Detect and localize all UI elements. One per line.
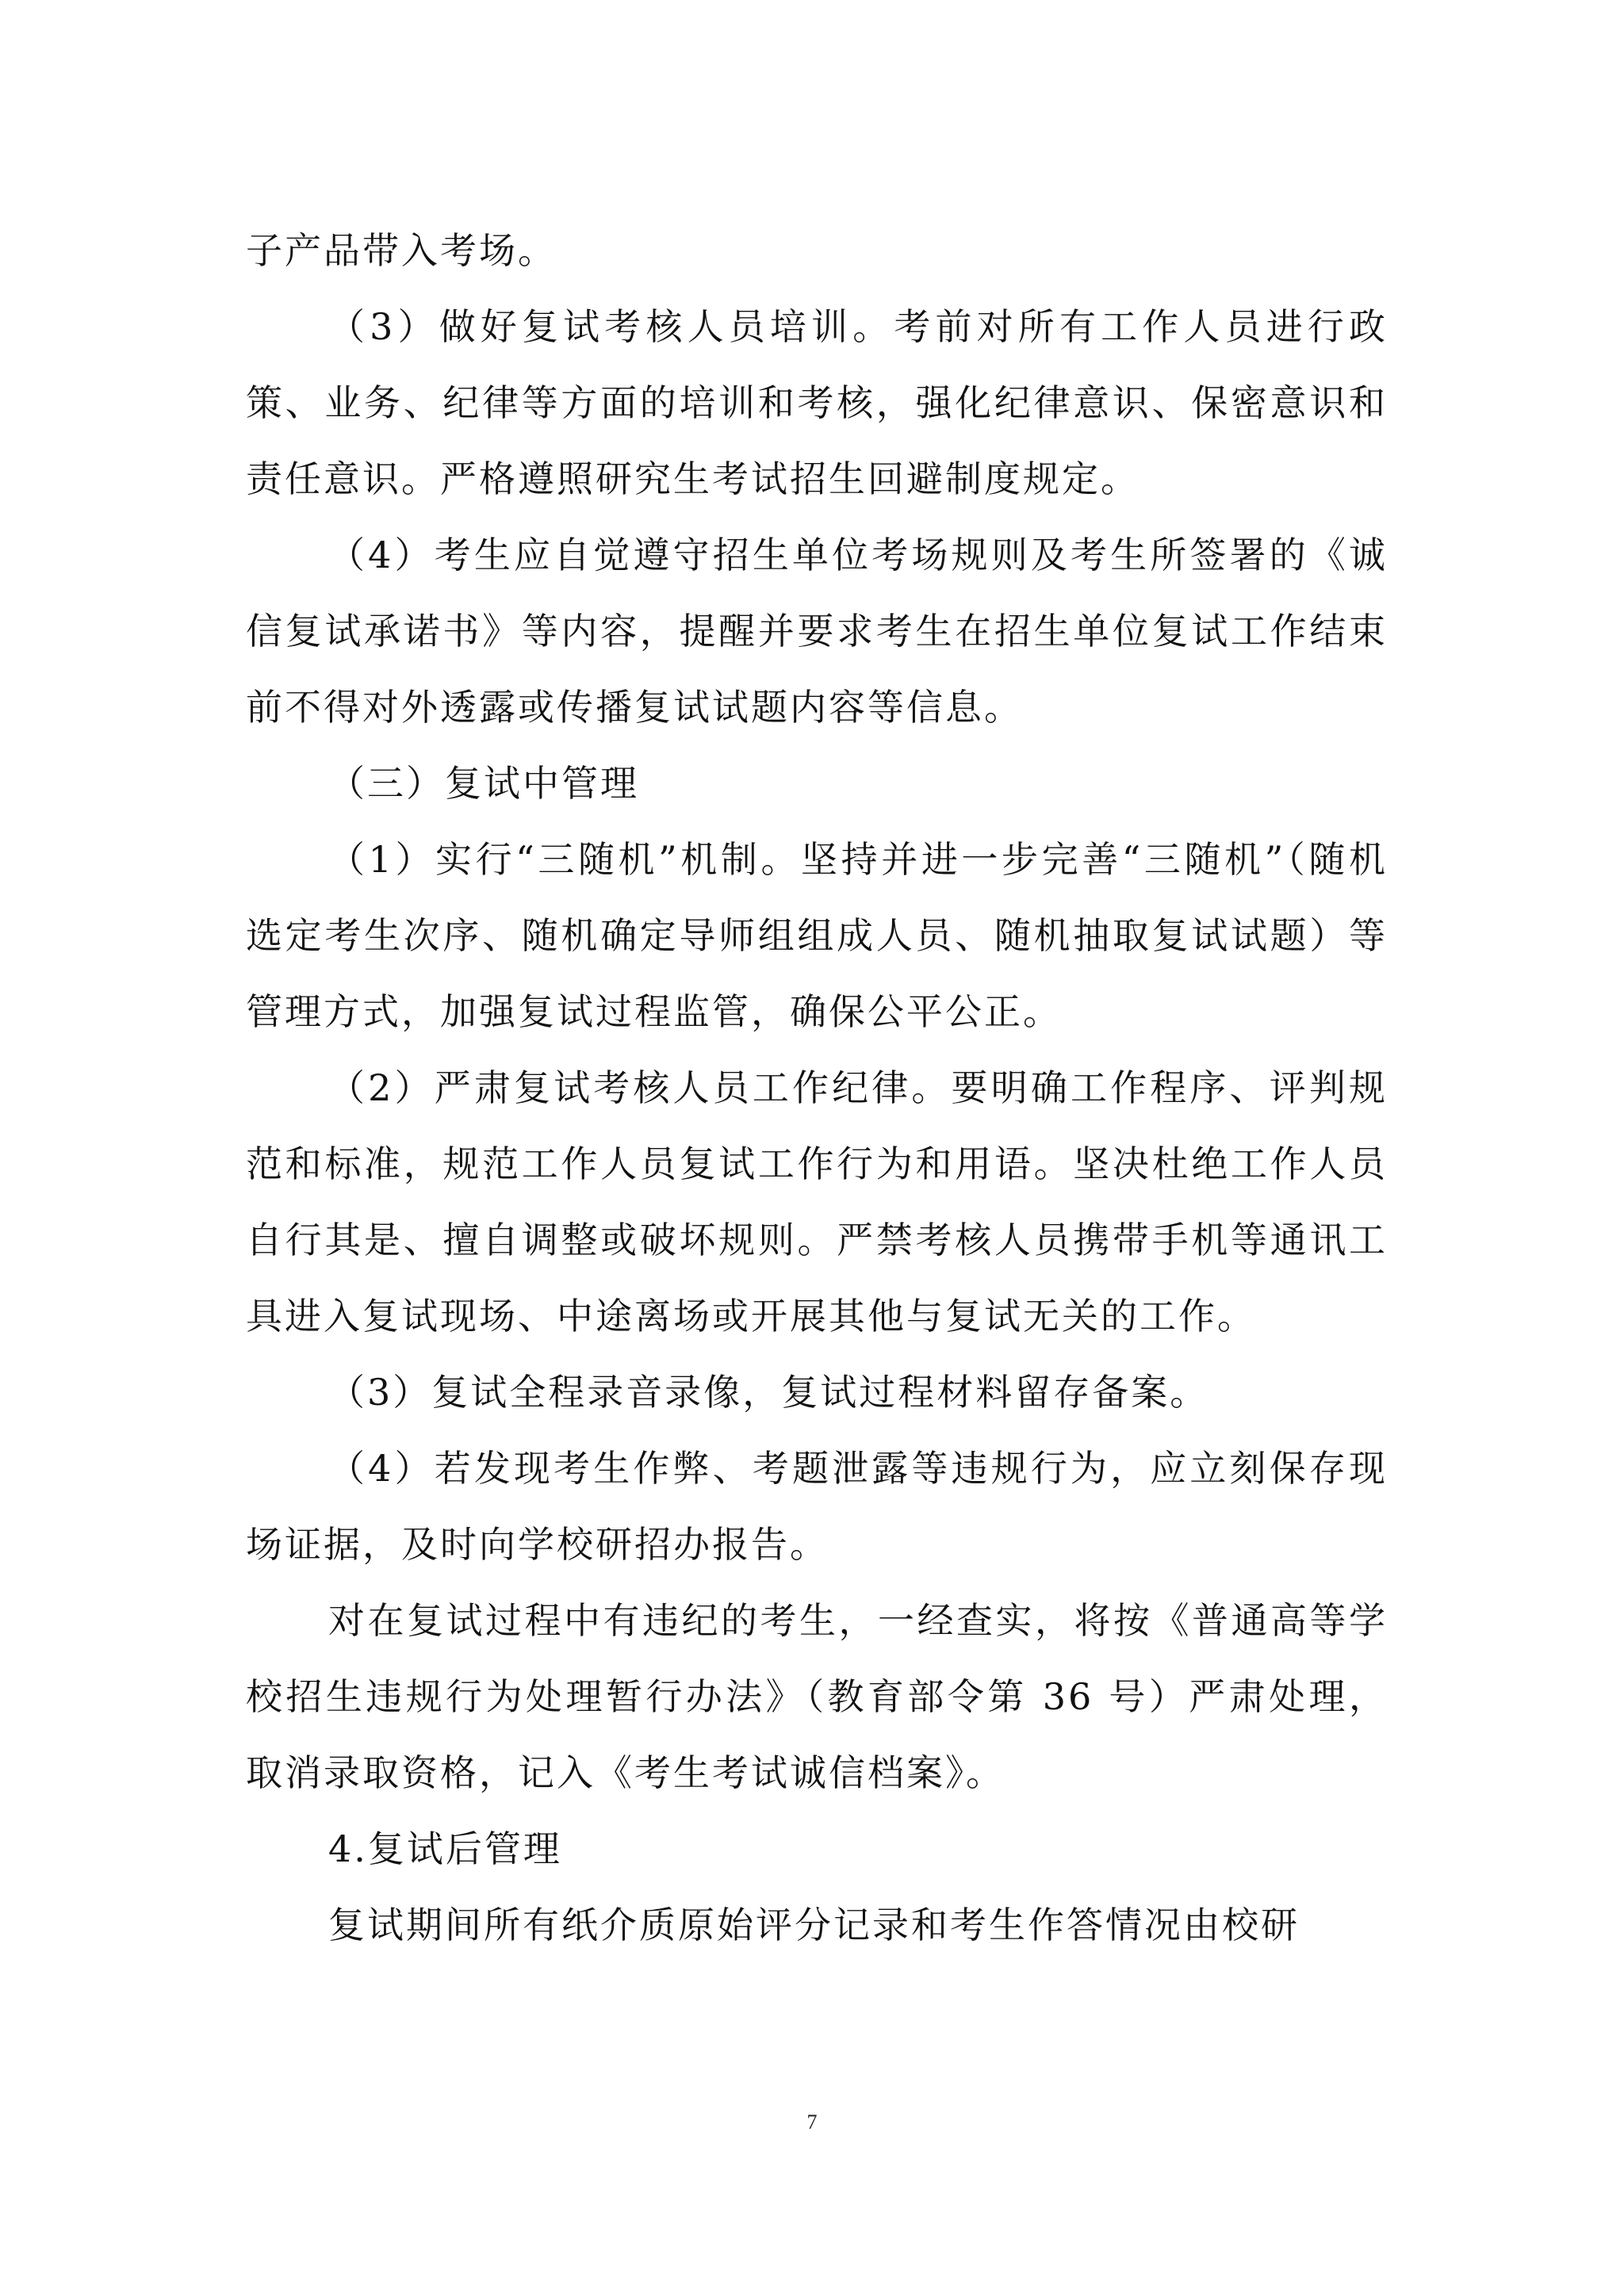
paragraph-item-1-three-random: （1）实行“三随机”机制。坚持并进一步完善“三随机”（随机选定考生次序、随机确定导师组组成人员、随机抽取复试试题）等管理方式，加强复试过程监管，确保公平公正。 — [246, 838, 1388, 1033]
paragraph-item-3-recording: （3）复试全程录音录像，复试过程材料留存备案。 — [328, 1371, 1209, 1414]
section-heading-after-retest: 4.复试后管理 — [328, 1827, 562, 1870]
paragraph-continuation: 子产品带入考场。 — [246, 229, 557, 272]
section-heading-during-retest: （三）复试中管理 — [328, 762, 639, 805]
paragraph-after-retest-records: 复试期间所有纸介质原始评分记录和考生作答情况由校研 — [328, 1904, 1300, 1946]
paragraph-item-4-candidate-rules: （4）考生应自觉遵守招生单位考场规则及考生所签署的《诚信复试承诺书》等内容，提醒并要求考生在招生单位复试工作结束前不得对外透露或传播复试试题内容等信息。 — [246, 534, 1388, 729]
document-body — [246, 212, 1388, 1963]
page-number: 7 — [806, 2110, 818, 2133]
paragraph-penalty: 对在复试过程中有违纪的考生，一经查实，将按《普通高等学校招生违规行为处理暂行办法》（教育部令第 36 号）严肃处理，取消录取资格，记入《考生考试诚信档案》。 — [246, 1599, 1388, 1794]
paragraph-item-2-discipline: （2）严肃复试考核人员工作纪律。要明确工作程序、评判规范和标准，规范工作人员复试工作行为和用语。坚决杜绝工作人员自行其是、擅自调整或破坏规则。严禁考核人员携带手机等通讯工具进入复试现场、中途离场或开展其他与复试无关的工作。 — [246, 1066, 1388, 1337]
paragraph-item-3-training: （3）做好复试考核人员培训。考前对所有工作人员进行政策、业务、纪律等方面的培训和考核，强化纪律意识、保密意识和责任意识。严格遵照研究生考试招生回避制度规定。 — [246, 305, 1388, 500]
paragraph-item-4-violations: （4）若发现考生作弊、考题泄露等违规行为，应立刻保存现场证据，及时向学校研招办报告。 — [246, 1447, 1388, 1566]
